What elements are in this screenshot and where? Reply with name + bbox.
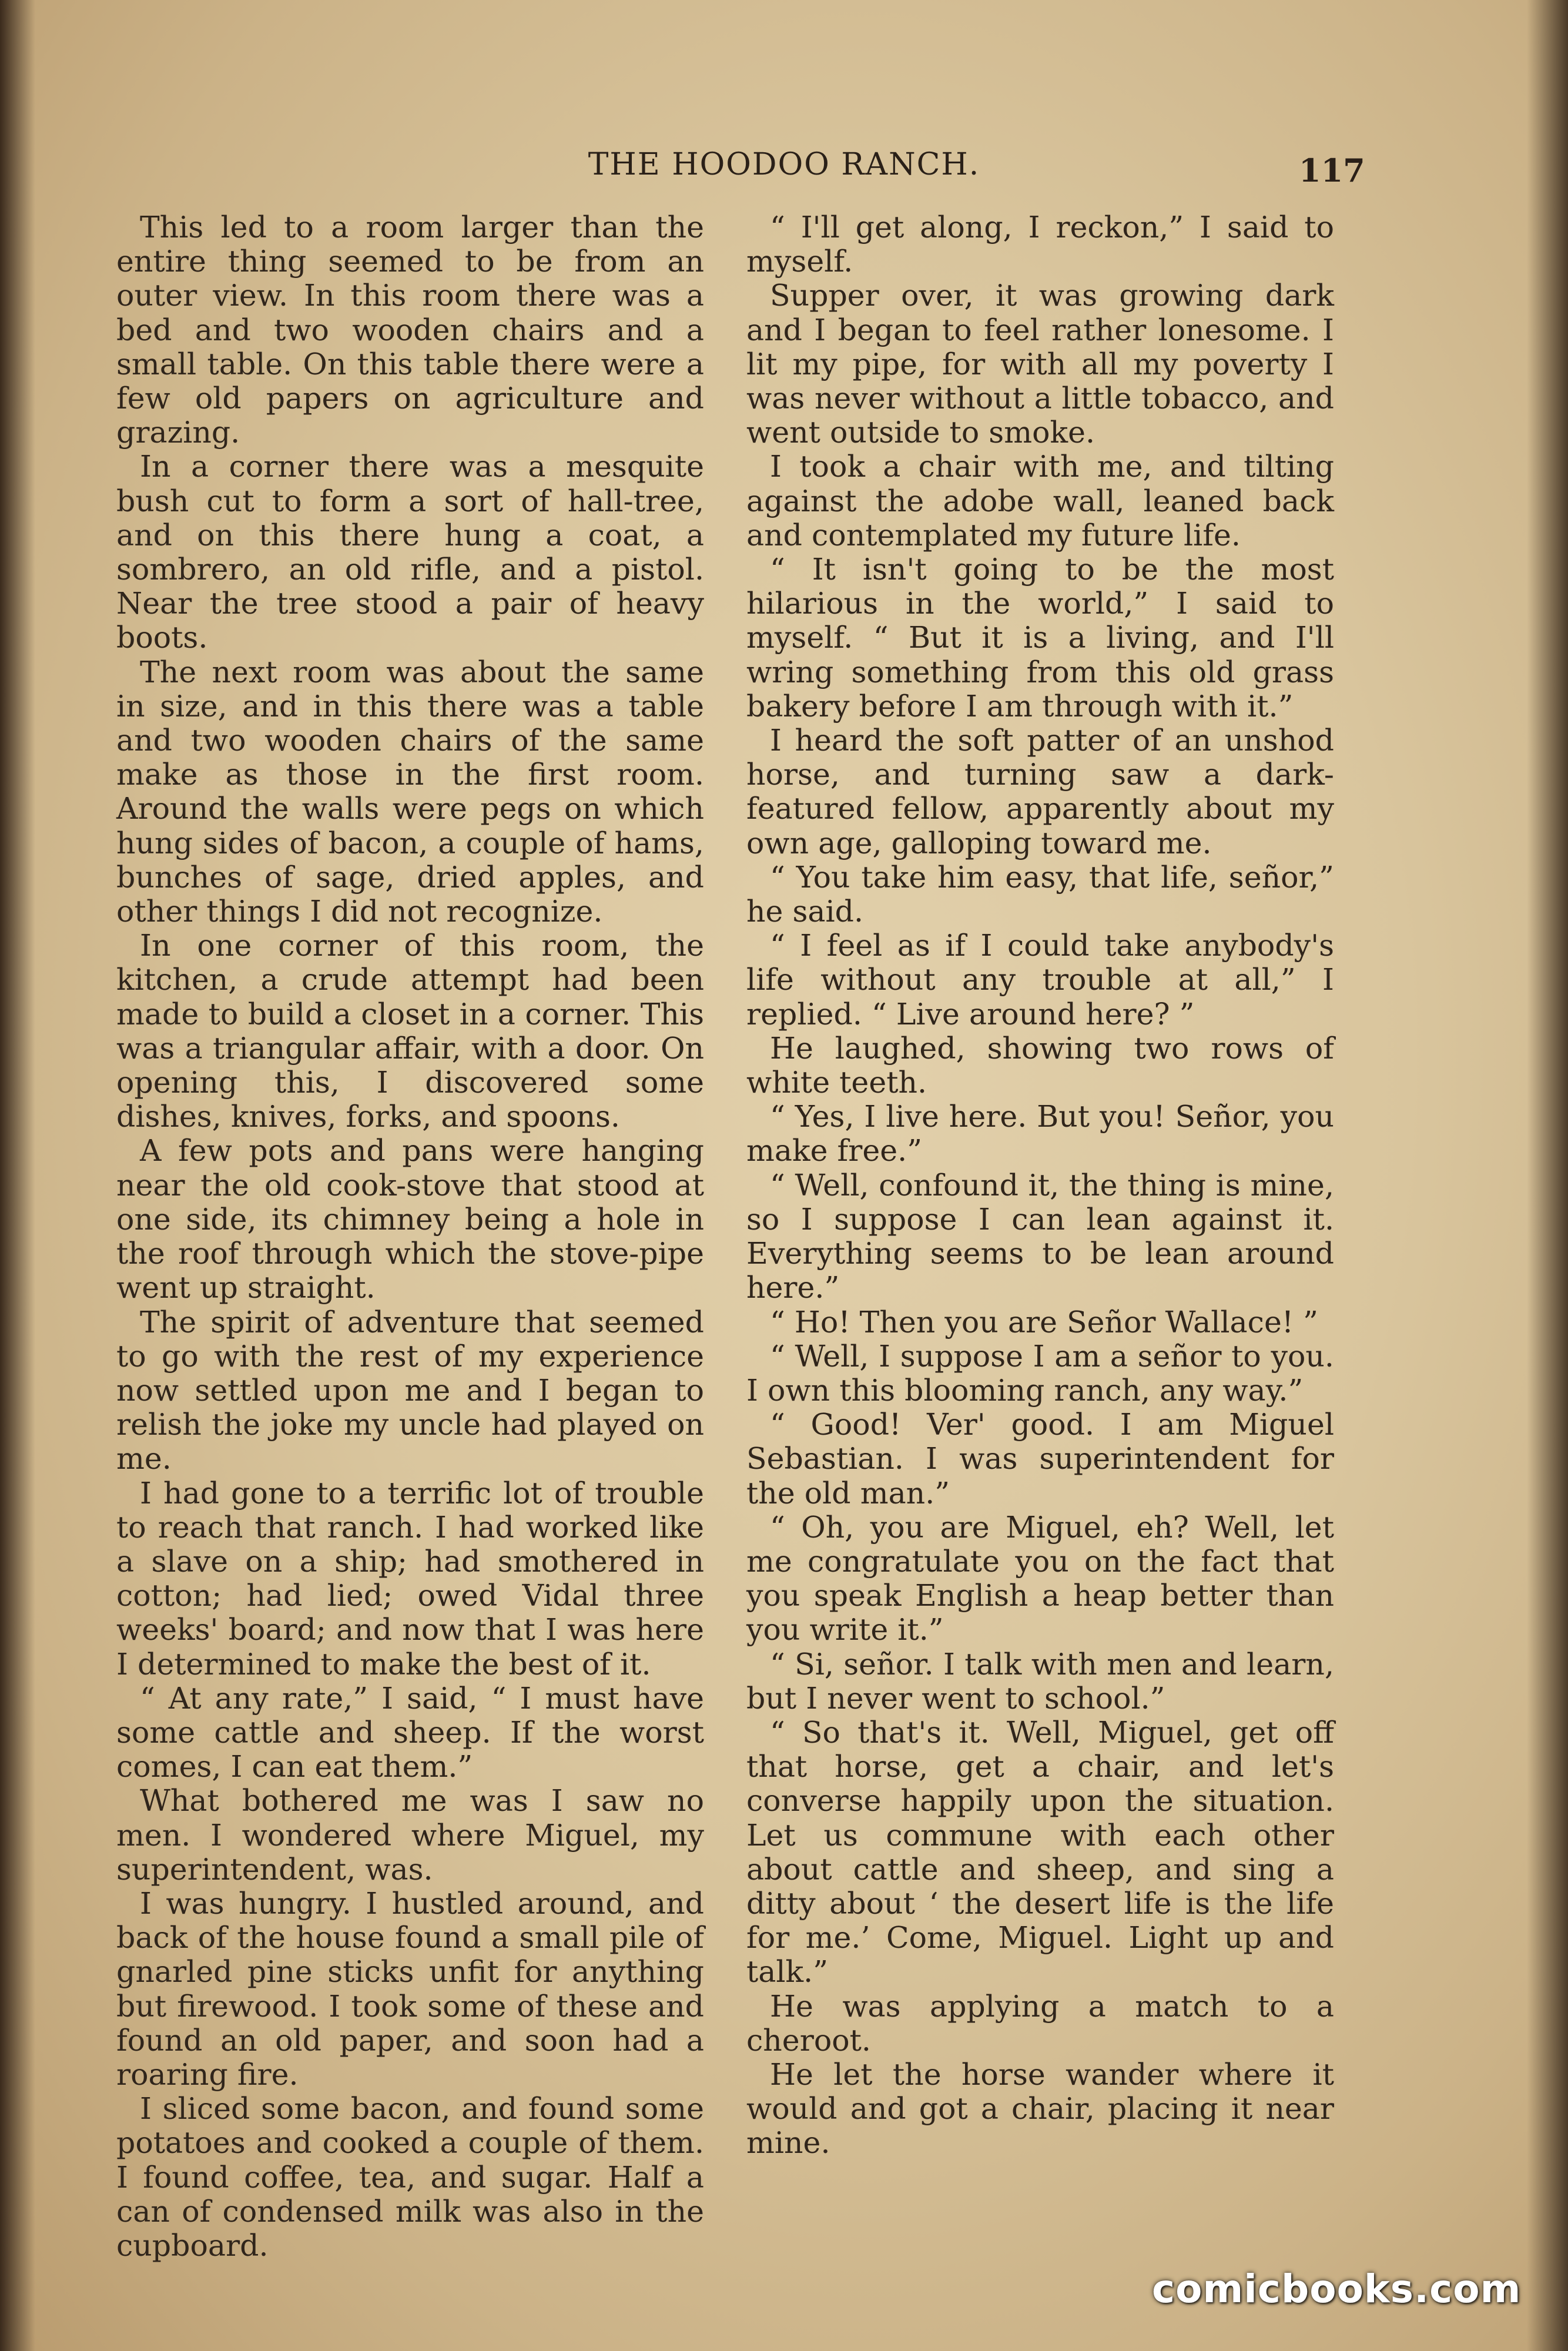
paragraph: This led to a room larger than the entire thing seemed to be from an outer view. In this room there was a bed and two wooden chairs and a small table. On this table there were a few old papers on agriculture and grazing. [116, 210, 704, 450]
paragraph: “ Oh, you are Miguel, eh? Well, let me congratulate you on the fact that you speak English a heap better than you write it.” [746, 1509, 1334, 1647]
paragraph: He let the horse wander where it would and got a chair, placing it near mine. [746, 2057, 1334, 2161]
left-column [116, 210, 704, 2263]
paragraph: “ It isn't going to be the most hilarious in the world,” I said to myself. “ But it is a living, and I'll wring something from this old grass bakery before I am through with it.” [746, 552, 1334, 724]
paragraph: “ Si, señor. I talk with men and learn, but I never went to school.” [746, 1646, 1334, 1716]
paragraph: I had gone to a terrific lot of trouble to reach that ranch. I had worked like a slave on a ship; had smothered in cotton; had lied; owed Vidal three weeks' board; and now that I was here I determined to make the best of it. [116, 1475, 704, 1682]
paragraph: “ At any rate,” I said, “ I must have some cattle and sheep. If the worst comes, I can eat them.” [116, 1680, 704, 1784]
paragraph: What bothered me was I saw no men. I wondered where Miguel, my superintendent, was. [116, 1783, 704, 1887]
paragraph: I heard the soft patter of an unshod horse, and turning saw a dark-featured fellow, apparently about my own age, galloping toward me. [746, 723, 1334, 860]
paragraph: In one corner of this room, the kitchen, a crude attempt had been made to build a closet in a corner. This was a triangular affair, with a door. On opening this, I discovered some dishes, knives, forks, and spoons. [116, 928, 704, 1134]
right-column [746, 210, 1334, 2168]
paragraph: I sliced some bacon, and found some potatoes and cooked a couple of them. I found coffee, tea, and sugar. Half a can of condensed milk was also in the cupboard. [116, 2091, 704, 2263]
paragraph: “ Well, confound it, the thing is mine, so I suppose I can lean against it. Everything seems to be lean around here.” [746, 1167, 1334, 1305]
paragraph: A few pots and pans were hanging near the old cook-stove that stood at one side, its chimney being a hole in the roof through which the stove-pipe went up straight. [116, 1133, 704, 1305]
paragraph: Supper over, it was growing dark and I began to feel rather lonesome. I lit my pipe, for with all my poverty I was never without a little tobacco, and went outside to smoke. [746, 278, 1334, 450]
site-watermark: comicbooks.com [1152, 2266, 1522, 2312]
paragraph: He was applying a match to a cheroot. [746, 1988, 1334, 2058]
running-title: THE HOODOO RANCH. [588, 147, 980, 182]
paragraph: The spirit of adventure that seemed to go with the rest of my experience now settled upon me and I began to relish the joke my uncle had played on me. [116, 1304, 704, 1476]
paragraph: “ So that's it. Well, Miguel, get off that horse, get a chair, and let's converse happily upon the situation. Let us commune with each other about cattle and sheep, and sing a ditty about ‘ the desert life is the life for me.’ Come, Miguel. Light up and talk.” [746, 1714, 1334, 1990]
paragraph: In a corner there was a mesquite bush cut to form a sort of hall-tree, and on this there hung a coat, a sombrero, an old rifle, and a pistol. Near the tree stood a pair of heavy boots. [116, 449, 704, 655]
paragraph: “ I'll get along, I reckon,” I said to myself. [746, 210, 1334, 279]
paragraph: “ Good! Ver' good. I am Miguel Sebastian. I was superintendent for the old man.” [746, 1407, 1334, 1511]
paragraph: “ Ho! Then you are Señor Wallace! ” [770, 1304, 1318, 1339]
page-number: 117 [1299, 152, 1365, 189]
paragraph: “ Yes, I live here. But you! Señor, you make free.” [746, 1099, 1334, 1168]
paragraph: “ You take him easy, that life, señor,” he said. [746, 859, 1334, 929]
paragraph: I took a chair with me, and tilting against the adobe wall, leaned back and contemplated my future life. [746, 449, 1334, 552]
paragraph: The next room was about the same in size, and in this there was a table and two wooden chairs of the same make as those in the first room. Around the walls were pegs on which hung sides of bacon, a couple of hams, bunches of sage, dried apples, and other things I did not recognize. [116, 654, 704, 929]
paragraph: “ I feel as if I could take anybody's life without any trouble at all,” I replied. “ Live around here? ” [746, 928, 1334, 1032]
paragraph: “ Well, I suppose I am a señor to you. I own this blooming ranch, any way.” [746, 1338, 1334, 1408]
paragraph: I was hungry. I hustled around, and back of the house found a small pile of gnarled pine sticks unfit for anything but firewood. I took some of these and found an old paper, and soon had a roaring fire. [116, 1886, 704, 2092]
paragraph: He laughed, showing two rows of white teeth. [746, 1030, 1334, 1100]
